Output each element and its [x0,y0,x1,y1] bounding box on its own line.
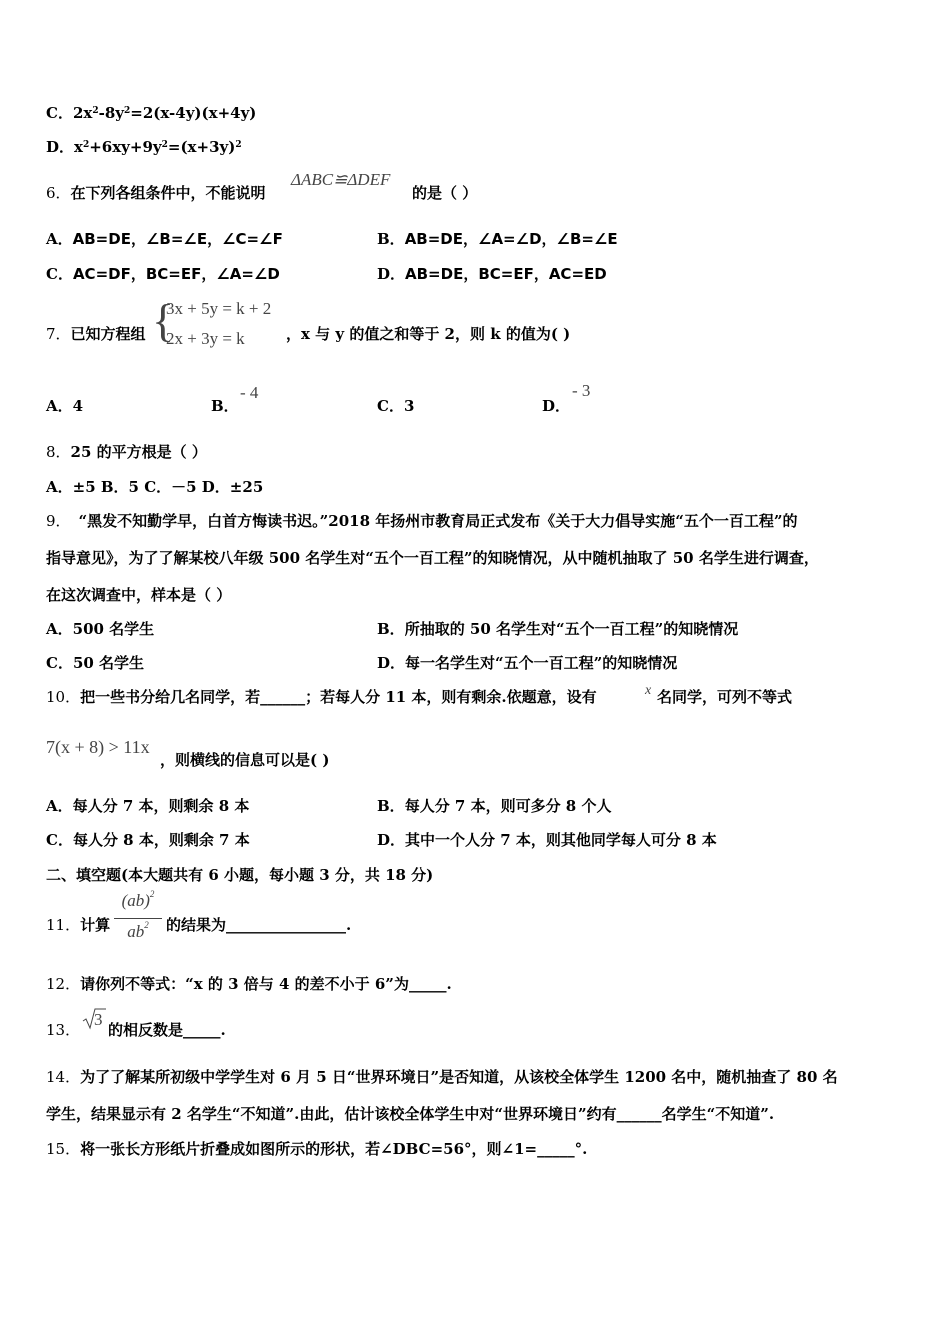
section-title: 二、填空题(本大题共有 6 小题，每小题 3 分，共 18 分) [46,866,434,884]
question-number: 6． [46,184,71,202]
q9-option-d: D．每一名学生对“五个一百工程”的知晓情况 [377,654,678,672]
q5-option-d: D．$x^2+6xy+9y^2=(x+3y)^2$ [46,138,242,156]
q10-stem-line1-end: 名同学，可列不等式 [657,688,793,706]
q7-stem: 7．已知方程组 [46,325,146,343]
q6-option-c: C．AC=DF，BC=EF，∠A=∠D [46,265,280,283]
fraction-bar [114,918,162,919]
question-number: 8． [46,443,71,461]
q6-option-d: D．AB=DE，BC=EF，AC=ED [377,265,607,283]
q15-stem: 15．将一张长方形纸片折叠成如图所示的形状，若∠DBC=56°，则∠1=_____°. [46,1140,588,1158]
q6-option-a: A．AB=DE，∠B=∠E，∠C=∠F [46,230,283,248]
q10-option-d: D．其中一个人分 7 本，则其他同学每人可分 8 本 [377,831,717,849]
q7-option-a: A．4 [46,397,84,415]
question-number: 13． [46,1021,81,1039]
q9-option-c: C．50 名学生 [46,654,145,672]
q10-stem-line2: ，则横线的信息可以是( ) [160,751,330,769]
q10-option-c: C．每人分 8 本，则剩余 7 本 [46,831,250,849]
q6-congruence-expression: ΔABC≌ΔDEF [291,170,391,189]
q7-stem-end: ，x 与 y 的值之和等于 2，则 k 的值为( ) [286,325,571,343]
q9-option-a: A．500 名学生 [46,620,155,638]
q7-option-b: B． [211,397,239,415]
system-brace: { [152,295,175,346]
q12-stem: 12．请你列不等式：“x 的 3 倍与 4 的差不小于 6”为_____. [46,975,452,993]
q10-inequality: 7(x + 8) > 11x [46,737,150,757]
question-number: 14． [46,1068,81,1086]
question-number: 9． [46,512,71,530]
q9-stem-line2: 指导意见》，为了了解某校八年级 500 名学生对“五个一百工程”的知晓情况，从中随机抽取了 50 名学生进行调查， [46,549,819,567]
q11-fraction-numerator: (ab)$^2$ [121,889,155,910]
q13-stem-end: 的相反数是_____. [108,1021,226,1039]
q7-option-d: D． [542,397,571,415]
q6-stem-end: 的是（ ） [412,184,478,202]
q7-option-c: C．3 [377,397,415,415]
q9-stem-line1: 9． “黑发不知勤学早，白首方悔读书迟。”2018 年扬州市教育局正式发布《关于大力倡导实施“五个一百工程”的 [46,512,798,530]
question-number: 7． [46,325,71,343]
q9-stem-line3: 在这次调查中，样本是（ ） [46,586,232,604]
q10-variable: x [645,683,652,698]
q7-equation-1: 3x + 5y = k + 2 [166,299,272,318]
q11-stem: 11．计算 [46,916,111,934]
question-number: 15． [46,1140,81,1158]
question-number: 10． [46,688,81,706]
q7-equation-2: 2x + 3y = k [166,329,245,348]
q11-fraction-denominator: $ab^2$ [127,920,149,941]
q10-option-b: B．每人分 7 本，则可多分 8 个人 [377,797,612,815]
q9-option-b: B．所抽取的 50 名学生对“五个一百工程”的知晓情况 [377,620,739,638]
question-number: 12． [46,975,81,993]
q13-sqrt-argument: 3 [94,1010,103,1029]
q14-stem-line2: 学生，结果显示有 2 名学生“不知道”.由此，估计该校全体学生中对“世界环境日”约有______名学生“不知道”. [46,1105,775,1123]
q10-stem-line1: 10．把一些书分给几名同学，若______；若每人分 11 本，则有剩余.依题意，设有 [46,688,597,706]
question-number: 11． [46,916,81,934]
q8-options: A．±5 B．5 C．－5 D．±25 [46,478,264,496]
q10-option-a: A．每人分 7 本，则剩余 8 本 [46,797,250,815]
q6-option-b: B．AB=DE，∠A=∠D，∠B=∠E [377,230,618,248]
q6-stem: 6．在下列各组条件中，不能说明 [46,184,266,202]
q13-stem [46,1020,80,1040]
q7-option-d-value: - 3 [572,381,591,400]
q5-option-c: C．$2x^2-8y^2=2(x-4y)(x+4y)$ [46,104,257,122]
q11-stem-end: 的结果为________________. [166,916,352,934]
q8-stem: 8．25 的平方根是（ ） [46,443,207,461]
q14-stem-line1: 14．为了了解某所初级中学学生对 6 月 5 日“世界环境日”是否知道，从该校全体学生 1200 名中，随机抽查了 80 名 [46,1068,838,1086]
q7-option-b-value: - 4 [240,383,259,402]
